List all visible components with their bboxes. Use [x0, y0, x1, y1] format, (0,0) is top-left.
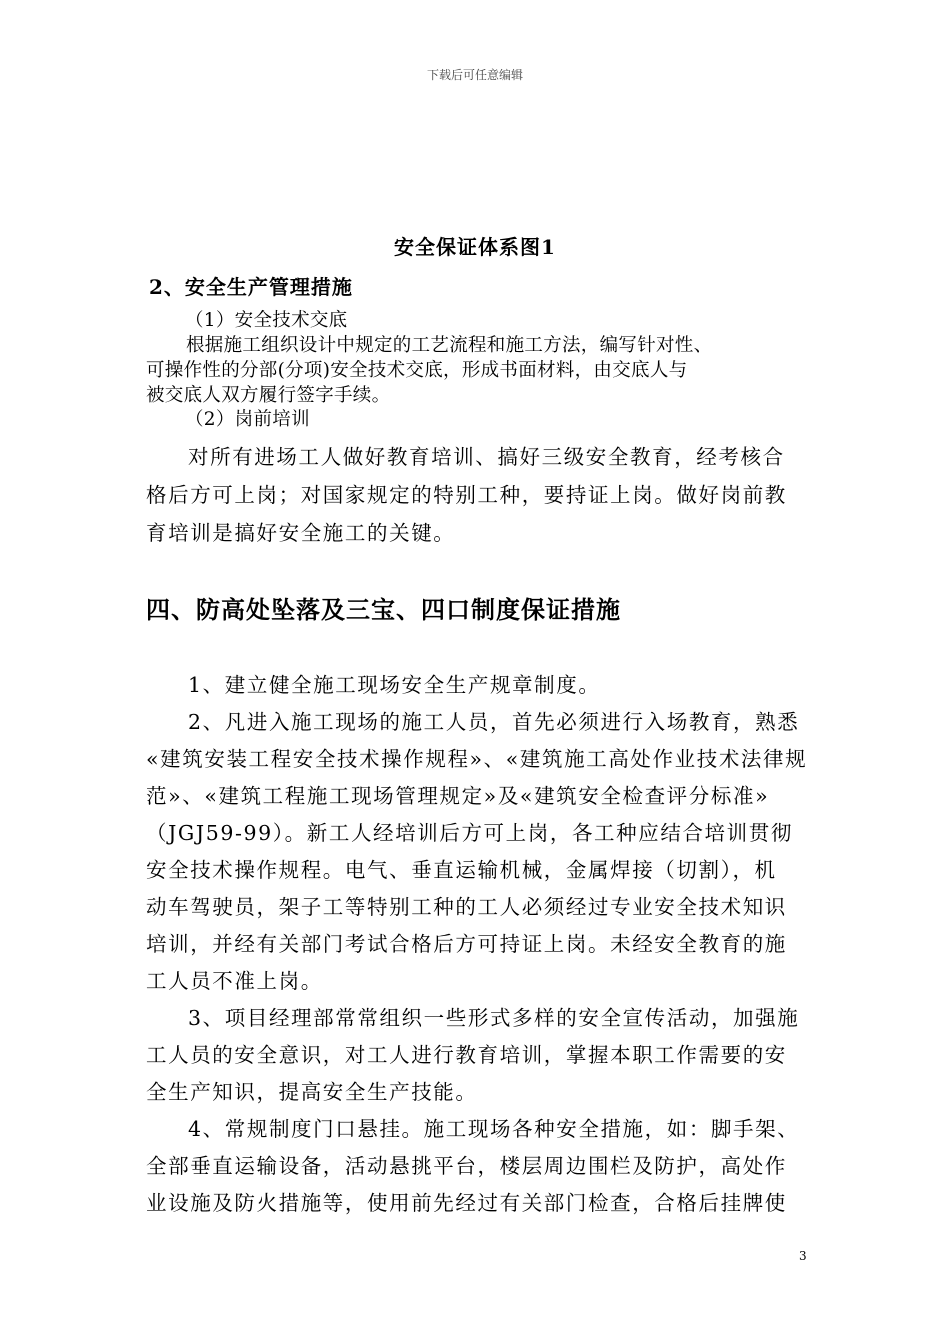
figure-caption: 安全保证体系图1 — [394, 235, 556, 259]
paragraph-line: 1、建立健全施工现场安全生产规章制度。 — [188, 673, 601, 697]
header-note: 下载后可任意编辑 — [426, 68, 523, 82]
paragraph-line: 培训，并经有关部门考试合格后方可持证上岗。未经安全教育的施 — [146, 932, 787, 956]
paragraph-line: 可操作性的分部(分项)安全技术交底，形成书面材料，由交底人与 — [146, 360, 688, 381]
paragraph-line: 2、凡进入施工现场的施工人员，首先必须进行入场教育，熟悉 — [188, 710, 800, 734]
paragraph-line: 工人员不准上岗。 — [146, 969, 323, 993]
paragraph-line: 业设施及防火措施等，使用前先经过有关部门检查，合格后挂牌使 — [146, 1191, 787, 1215]
section-2-title: 2、安全生产管理措施 — [149, 275, 353, 299]
paragraph-line: 4、常规制度门口悬挂。施工现场各种安全措施，如：脚手架、 — [188, 1117, 800, 1141]
paragraph-line: 动车驾驶员，架子工等特别工种的工人必须经过专业安全技术知识 — [146, 895, 787, 919]
page-number: 3 — [799, 1249, 807, 1263]
paragraph-line: （JGJ59-99）。新工人经培训后方可上岗，各工种应结合培训贯彻 — [146, 821, 793, 845]
paragraph-line: 工人员的安全意识，对工人进行教育培训，掌握本职工作需要的安 — [146, 1043, 787, 1067]
paragraph-line: «建筑安装工程安全技术操作规程»、«建筑施工高处作业技术法律规 — [146, 747, 808, 771]
paragraph-line: 全生产知识，提高安全生产技能。 — [146, 1080, 478, 1104]
paragraph-line: 安全技术操作规程。电气、垂直运输机械，金属焊接（切割），机 — [146, 858, 777, 882]
section-4-heading: 四、防高处坠落及三宝、四口制度保证措施 — [146, 595, 621, 624]
subsection-1-title: （1）安全技术交底 — [185, 310, 348, 331]
paragraph-line: 对所有进场工人做好教育培训、搞好三级安全教育，经考核合 — [188, 445, 785, 469]
paragraph-line: 格后方可上岗；对国家规定的特别工种，要持证上岗。做好岗前教 — [146, 483, 787, 507]
subsection-2-title: （2）岗前培训 — [185, 409, 310, 430]
paragraph-line: 3、项目经理部常常组织一些形式多样的安全宣传活动，加强施 — [188, 1006, 800, 1030]
paragraph-line: 范»、«建筑工程施工现场管理规定»及«建筑安全检查评分标准» — [146, 784, 770, 808]
paragraph-line: 育培训是搞好安全施工的关键。 — [146, 521, 456, 545]
paragraph-line: 被交底人双方履行签字手续。 — [146, 385, 391, 406]
paragraph-line: 全部垂直运输设备，活动悬挑平台，楼层周边围栏及防护，高处作 — [146, 1154, 787, 1178]
paragraph-line: 根据施工组织设计中规定的工艺流程和施工方法，编写针对性、 — [186, 335, 713, 356]
